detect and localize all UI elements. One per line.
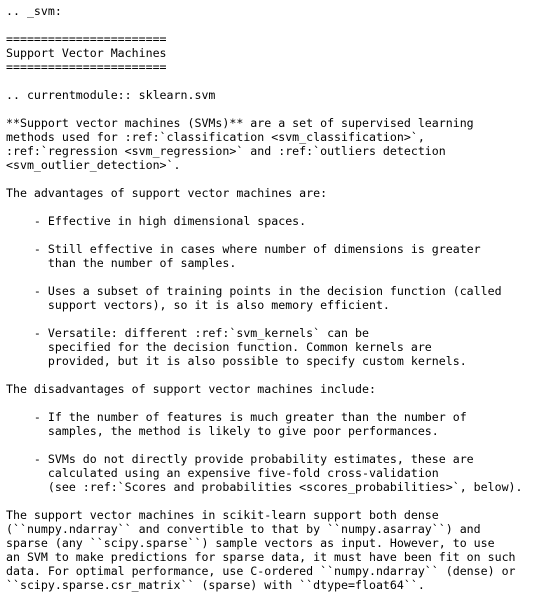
doc-line: - Still effective in cases where number of dimensions is greater (6, 242, 481, 256)
doc-line: sparse (any ``scipy.sparse``) sample vectors as input. However, to use (6, 536, 495, 550)
doc-line: The advantages of support vector machines are: (6, 186, 328, 200)
doc-line: support vectors), so it is also memory efficient. (6, 298, 390, 312)
doc-line: :ref:`regression <svm_regression>` and :ref:`outliers detection (6, 144, 446, 158)
doc-line: .. currentmodule:: sklearn.svm (6, 88, 216, 102)
doc-line: an SVM to make predictions for sparse data, it must have been fit on such (6, 550, 516, 564)
doc-line (6, 270, 536, 284)
doc-line: (``numpy.ndarray`` and convertible to that by ``numpy.asarray``) and (6, 522, 481, 536)
doc-line (6, 18, 536, 32)
doc-line: **Support vector machines (SVMs)** are a set of supervised learning (6, 116, 474, 130)
doc-line: - If the number of features is much greater than the number of (6, 410, 467, 424)
doc-line: - Versatile: different :ref:`svm_kernels` can be (6, 326, 369, 340)
doc-line: The support vector machines in scikit-learn support both dense (6, 508, 439, 522)
doc-line: The disadvantages of support vector machines include: (6, 382, 376, 396)
doc-line (6, 228, 536, 242)
doc-line: - Uses a subset of training points in the decision function (called (6, 284, 502, 298)
doc-line: than the number of samples. (6, 256, 237, 270)
doc-line (6, 102, 536, 116)
doc-line: (see :ref:`Scores and probabilities <scores_probabilities>`, below). (6, 480, 523, 494)
doc-line (6, 368, 536, 382)
doc-line: ======================= (6, 60, 167, 74)
doc-line (6, 172, 536, 186)
doc-line: calculated using an expensive five-fold cross-validation (6, 466, 439, 480)
doc-line (6, 396, 536, 410)
doc-line: data. For optimal performance, use C-ordered ``numpy.ndarray`` (dense) or (6, 564, 516, 578)
doc-line: <svm_outlier_detection>`. (6, 158, 181, 172)
doc-line: samples, the method is likely to give poor performances. (6, 424, 439, 438)
doc-line (6, 200, 536, 214)
doc-line (6, 438, 536, 452)
doc-line: ======================= (6, 32, 167, 46)
doc-line: specified for the decision function. Common kernels are (6, 340, 432, 354)
doc-line: - SVMs do not directly provide probability estimates, these are (6, 452, 474, 466)
doc-line: .. _svm: (6, 4, 62, 18)
page-title: Support Vector Machines (6, 46, 167, 60)
doc-line: methods used for :ref:`classification <svm_classification>`, (6, 130, 425, 144)
doc-line (6, 494, 536, 508)
doc-line (6, 74, 536, 88)
doc-line: provided, but it is also possible to specify custom kernels. (6, 354, 467, 368)
doc-line (6, 312, 536, 326)
doc-line: ``scipy.sparse.csr_matrix`` (sparse) with ``dtype=float64``. (6, 578, 425, 592)
doc-line: - Effective in high dimensional spaces. (6, 214, 307, 228)
